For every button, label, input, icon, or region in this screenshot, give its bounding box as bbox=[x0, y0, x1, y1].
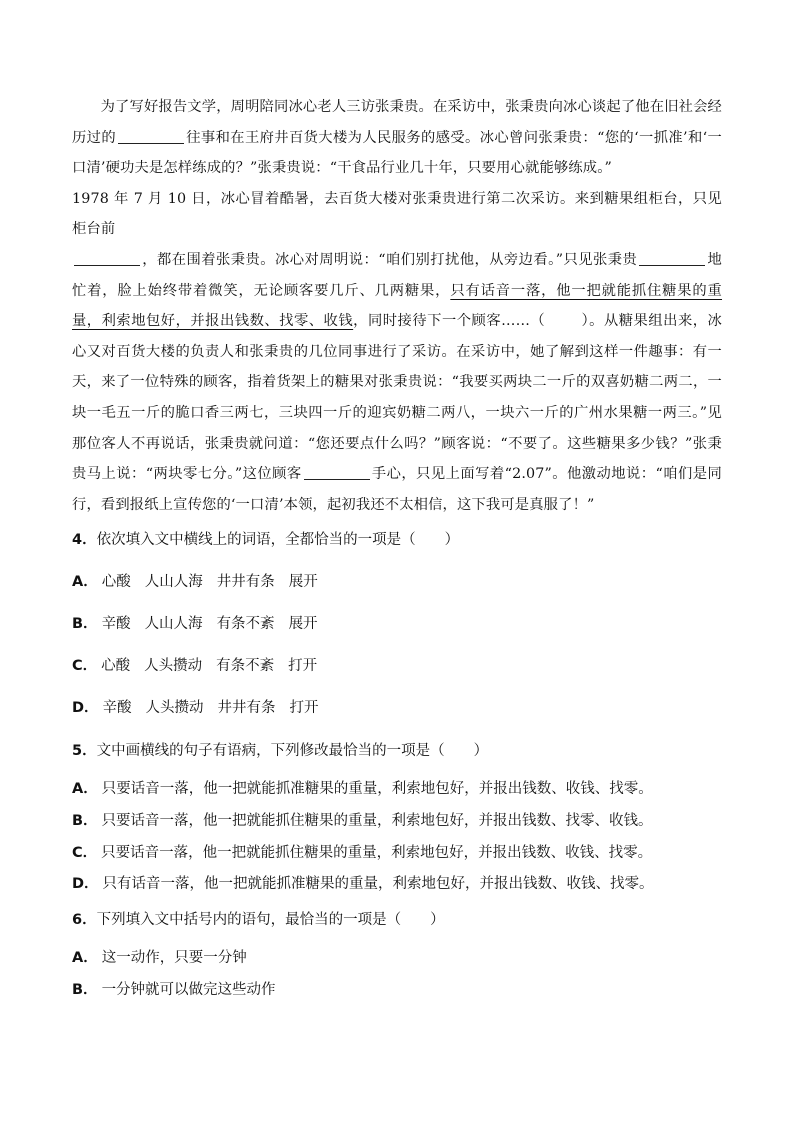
q4-option-b[interactable]: B． 辛酸 人山人海 有条不紊 展开 bbox=[72, 616, 318, 632]
q4-option-d[interactable]: D． 辛酸 人头攒动 井井有条 打开 bbox=[72, 700, 319, 716]
passage-text: ，都在围着张秉贵。冰心对周明说：“咱们别打扰他，从旁边看。”只见张秉贵 bbox=[142, 251, 638, 268]
reading-passage bbox=[72, 92, 722, 520]
passage-paragraph-1 bbox=[72, 92, 722, 184]
question-number: 6． bbox=[72, 912, 97, 928]
question-5 bbox=[72, 741, 732, 761]
passage-text: 为了写好报告文学，周明陪同冰心老人三访张秉贵。在采访中，张秉贵向冰心谈起了他在旧社会经历过的 bbox=[72, 99, 722, 146]
fill-blank-3 bbox=[639, 251, 705, 266]
question-4 bbox=[72, 530, 732, 550]
q5-option-b[interactable]: B． 只要话音一落，他一把就能抓住糖果的重量，利索地包好，并报出钱数、找零、收钱。 bbox=[72, 813, 653, 829]
fill-blank-4 bbox=[304, 465, 370, 480]
question-text: 文中画横线的句子有语病，下列修改最恰当的一项是（ ） bbox=[96, 743, 489, 759]
question-number: 5． bbox=[72, 743, 97, 759]
q6-option-b[interactable]: B． 一分钟就可以做完这些动作 bbox=[72, 982, 276, 998]
question-text: 依次填入文中横线上的词语，全都恰当的一项是（ ） bbox=[96, 532, 460, 548]
passage-text: 往事和在王府井百货大楼为人民服务的感受。冰心曾问张秉贵：“您的‘一抓准’和‘一口清’硬功夫是怎样练成的？”张秉贵说：“干食品行业几十年，只要用心就能够练成。” bbox=[72, 129, 723, 177]
passage-text: 地忙着，脸上始终带着微笑，无论顾客要几斤、几两糖果， bbox=[72, 251, 722, 299]
q5-option-c[interactable]: C． 只要话音一落，他一把就能抓住糖果的重量，利索地包好，并报出钱数、收钱、找零。 bbox=[72, 845, 653, 861]
passage-paragraph-2 bbox=[72, 184, 722, 521]
passage-text: ，同时接待下一个顾客……（ bbox=[353, 313, 546, 330]
question-number: 4． bbox=[72, 532, 97, 548]
passage-text: 1978 年 7 月 10 日，冰心冒着酷暑，去百货大楼对张秉贵进行第二次采访。来到糖果组柜台，只见柜台前 bbox=[72, 190, 722, 238]
passage-text: 手心，只见上面写着“2.07”。他激动地说：“咱们是同行，看到报纸上宣传您的‘一口清’本领，起初我还不太相信，这下我可是真服了！” bbox=[72, 466, 722, 513]
q4-option-a[interactable]: A． 心酸 人山人海 井井有条 展开 bbox=[72, 574, 318, 590]
passage-text: ）。从糖果组出来，冰心又对百货大楼的负责人和张秉贵的几位同事进行了采访。在采访中，她了解到这样一件趣事：有一天，来了一位特殊的顾客，指着货架上的糖果对张秉贵说：“我要买两块二一斤的双喜奶糖二两二，一块一毛五一斤的脆口香三两七，三块四一斤的迎宾奶糖二两八，一块六一斤的广州水果糖一两三。”见那位客人不再说话，张秉贵就问道：“您还要点什么吗？”顾客说：“不要了。这些糖果多少钱？”张秉贵马上说：“两块零七分。”这位顾客 bbox=[72, 313, 722, 483]
q4-option-c[interactable]: C． 心酸 人头攒动 有条不紊 打开 bbox=[72, 658, 318, 674]
fill-blank-1 bbox=[118, 128, 184, 143]
question-text: 下列填入文中括号内的语句，最恰当的一项是（ ） bbox=[96, 912, 445, 928]
q5-option-d[interactable]: D． 只有话音一落，他一把就能抓准糖果的重量，利索地包好，并报出钱数、收钱、找零。 bbox=[72, 876, 654, 892]
q6-option-a[interactable]: A． 这一动作，只要一分钟 bbox=[72, 950, 247, 966]
fill-blank-2 bbox=[74, 251, 140, 266]
question-6 bbox=[72, 910, 732, 930]
q5-option-a[interactable]: A． 只要话音一落，他一把就能抓准糖果的重量，利索地包好，并报出钱数、收钱、找零。 bbox=[72, 781, 653, 797]
underlined-sentence: 只有话音一落，他一把就能抓住糖果的重量，利索地包好，并报出钱数、找零、收钱 bbox=[72, 282, 723, 330]
